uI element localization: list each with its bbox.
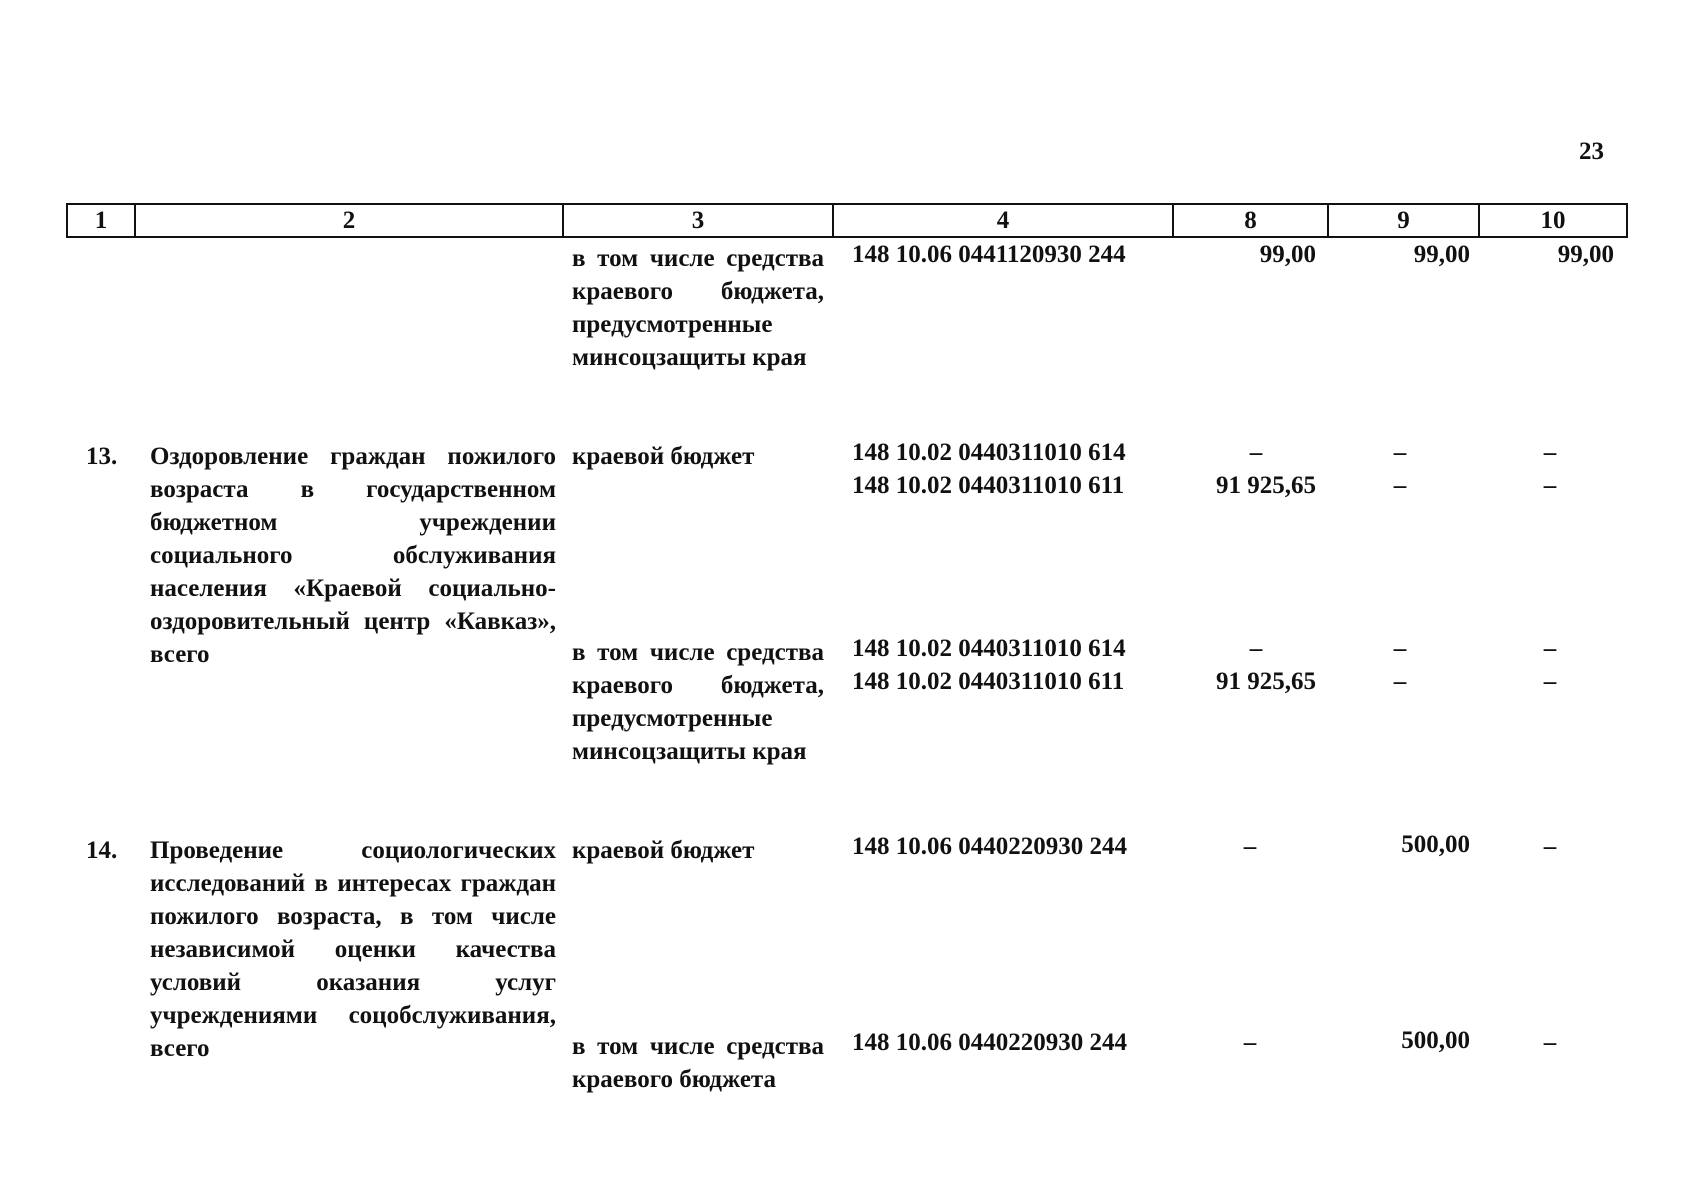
row-13-col8-main-2: 91 925,65 bbox=[1216, 472, 1316, 499]
top-block-col8: 99,00 bbox=[1259, 241, 1316, 268]
row-13-number: 13. bbox=[86, 443, 118, 470]
row-14-col9-sub: 500,00 bbox=[1401, 1027, 1470, 1054]
row-14-number: 14. bbox=[86, 837, 118, 864]
row-14-code-sub: 148 10.06 0440220930 244 bbox=[852, 1029, 1127, 1056]
row-14-col10-sub: – bbox=[1543, 1029, 1557, 1056]
top-block-col9: 99,00 bbox=[1413, 241, 1470, 268]
column-header-10: 10 bbox=[1479, 204, 1627, 237]
row-13-col8-sub-2: 91 925,65 bbox=[1216, 668, 1316, 695]
column-header-9: 9 bbox=[1328, 204, 1479, 237]
row-13-col8-sub-1: – bbox=[1249, 635, 1263, 662]
column-header-2: 2 bbox=[135, 204, 563, 237]
row-14-title: Проведение социологических исследований в интересах граждан пожилого возраста, в том числе независимой оценки качества условий оказания услуг учреждениями соцобслуживания, всего bbox=[150, 837, 556, 1062]
row-14-col8-sub: – bbox=[1243, 1029, 1257, 1056]
row-13-col8-main bbox=[1180, 436, 1316, 502]
row-13-col8-main-1: – bbox=[1249, 439, 1263, 466]
column-header-table bbox=[66, 203, 1628, 238]
row-13-col9-main-1: – bbox=[1393, 439, 1407, 466]
row-13-source-sub: в том числе средства краевого бюджета, предусмотренные минсоцзащиты края bbox=[572, 639, 824, 765]
row-13-col10-main bbox=[1510, 436, 1590, 502]
row-14-col9-main: 500,00 bbox=[1401, 831, 1470, 858]
row-13-code-sub-2: 148 10.02 0440311010 611 bbox=[852, 668, 1125, 695]
row-13-col9-sub-2: – bbox=[1393, 668, 1407, 695]
row-14-source-main: краевой бюджет bbox=[572, 837, 755, 864]
row-14-col10-main: – bbox=[1543, 833, 1557, 860]
row-13-title: Оздоровление граждан пожилого возраста в государственном бюджетном учреждении социального обслуживания населения «Краевой социально-оздоровительный центр «Кавказ», всего bbox=[150, 443, 556, 668]
row-13-col10-sub-1: – bbox=[1543, 635, 1557, 662]
row-13-codes-sub bbox=[852, 632, 1172, 698]
column-header-4: 4 bbox=[833, 204, 1173, 237]
row-13-col9-sub-1: – bbox=[1393, 635, 1407, 662]
row-14-col8-main: – bbox=[1243, 833, 1257, 860]
top-block-code: 148 10.06 0441120930 244 bbox=[852, 241, 1126, 268]
row-13-col10-sub-2: – bbox=[1543, 668, 1557, 695]
row-13-col10-main-1: – bbox=[1543, 439, 1557, 466]
column-header-3: 3 bbox=[563, 204, 833, 237]
column-header-row bbox=[67, 204, 1627, 237]
page-number: 23 bbox=[1579, 138, 1604, 165]
row-13-codes-main bbox=[852, 436, 1172, 502]
top-block-source: в том числе средства краевого бюджета, предусмотренные минсоцзащиты края bbox=[572, 245, 824, 371]
row-13-code-main-2: 148 10.02 0440311010 611 bbox=[852, 472, 1125, 499]
row-13-col10-sub bbox=[1510, 632, 1590, 698]
row-13-col8-sub bbox=[1180, 632, 1316, 698]
row-13-col9-main-2: – bbox=[1393, 472, 1407, 499]
row-13-code-main-1: 148 10.02 0440311010 614 bbox=[852, 439, 1126, 466]
row-14-code-main: 148 10.06 0440220930 244 bbox=[852, 833, 1127, 860]
row-13-source-main: краевой бюджет bbox=[572, 443, 755, 470]
row-13-col9-sub bbox=[1360, 632, 1440, 698]
column-header-1: 1 bbox=[67, 204, 135, 237]
row-13-code-sub-1: 148 10.02 0440311010 614 bbox=[852, 635, 1126, 662]
row-13-col9-main bbox=[1360, 436, 1440, 502]
row-14-source-sub: в том числе средства краевого бюджета bbox=[572, 1033, 824, 1093]
top-block-col10: 99,00 bbox=[1557, 241, 1614, 268]
column-header-8: 8 bbox=[1173, 204, 1328, 237]
row-13-col10-main-2: – bbox=[1543, 472, 1557, 499]
